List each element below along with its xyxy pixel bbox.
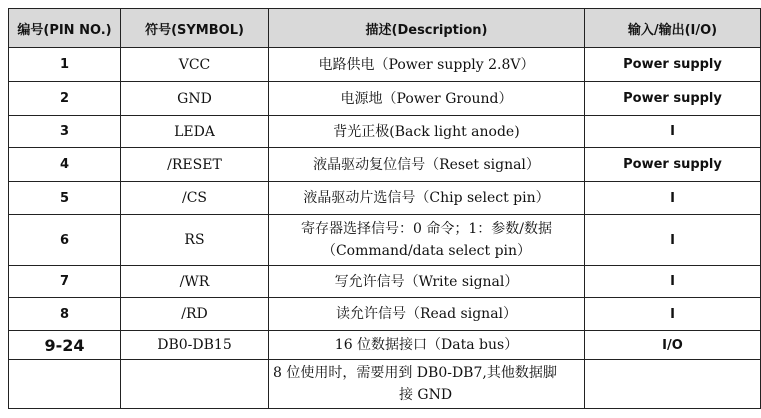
symbol-cell: VCC [121, 48, 269, 82]
io-cell: I [585, 116, 761, 148]
header-row [9, 9, 761, 48]
pin-definition-table [8, 8, 761, 409]
description-text: 液晶驱动片选信号（Chip select pin） [303, 190, 550, 206]
symbol-cell: /WR [121, 266, 269, 298]
header-pin-no: 编号(PIN NO.) [9, 9, 121, 48]
description-cell [269, 298, 585, 331]
io-cell [585, 360, 761, 409]
table-row [9, 331, 761, 360]
symbol-cell: /RD [121, 298, 269, 331]
io-cell: Power supply [585, 82, 761, 116]
table-row [9, 82, 761, 116]
table-row [9, 215, 761, 266]
description-text: 写允许信号（Write signal） [334, 273, 519, 290]
description-text: 读允许信号（Read signal） [335, 306, 518, 322]
description-cell [269, 360, 585, 409]
description-text: 电源地（Power Ground） [340, 90, 513, 107]
table-row [9, 48, 761, 82]
header-io: 输入/输出(I/O) [585, 9, 761, 48]
table-body [9, 48, 761, 409]
symbol-cell: /RESET [121, 148, 269, 182]
symbol-cell: GND [121, 82, 269, 116]
description-line: 接 GND [398, 387, 453, 403]
table-row [9, 148, 761, 182]
io-cell: I [585, 182, 761, 215]
table-row [9, 360, 761, 409]
pin-number-cell: 3 [9, 116, 121, 148]
description-line: 8 位使用时，需要用到 DB0-DB7,其他数据脚 [273, 365, 557, 381]
description-cell [269, 82, 585, 116]
pin-number-cell: 5 [9, 182, 121, 215]
table-row [9, 116, 761, 148]
description-text: 背光正极(Back light anode) [333, 123, 520, 140]
description-cell [269, 182, 585, 215]
pin-number-cell: 7 [9, 266, 121, 298]
symbol-cell: RS [121, 215, 269, 266]
io-cell: Power supply [585, 48, 761, 82]
description-cell [269, 148, 585, 182]
table-row [9, 266, 761, 298]
description-cell [269, 266, 585, 298]
io-cell: I [585, 266, 761, 298]
description-cell [269, 215, 585, 266]
io-cell: I [585, 215, 761, 266]
table-row [9, 298, 761, 331]
header-symbol: 符号(SYMBOL) [121, 9, 269, 48]
description-line: 寄存器选择信号：0 命令；1：参数/数据 [301, 221, 552, 237]
symbol-cell: /CS [121, 182, 269, 215]
description-text: 液晶驱动复位信号（Reset signal） [313, 156, 540, 173]
header-description: 描述(Description) [269, 9, 585, 48]
io-cell: Power supply [585, 148, 761, 182]
io-cell: I/O [585, 331, 761, 360]
table-row [9, 182, 761, 215]
symbol-cell [121, 360, 269, 409]
pin-number-cell: 1 [9, 48, 121, 82]
pin-number-cell: 4 [9, 148, 121, 182]
description-line: （Command/data select pin） [321, 243, 532, 259]
pin-number-cell [9, 360, 121, 409]
symbol-cell: LEDA [121, 116, 269, 148]
io-cell: I [585, 298, 761, 331]
pin-number-cell: 9-24 [9, 331, 121, 360]
description-text: 16 位数据接口（Data bus） [334, 337, 519, 353]
description-cell [269, 331, 585, 360]
symbol-cell: DB0-DB15 [121, 331, 269, 360]
pin-number-cell: 2 [9, 82, 121, 116]
description-cell [269, 48, 585, 82]
description-text: 电路供电（Power supply 2.8V） [318, 56, 535, 73]
pin-number-cell: 8 [9, 298, 121, 331]
table-header [9, 9, 761, 48]
description-cell [269, 116, 585, 148]
pin-number-cell: 6 [9, 215, 121, 266]
